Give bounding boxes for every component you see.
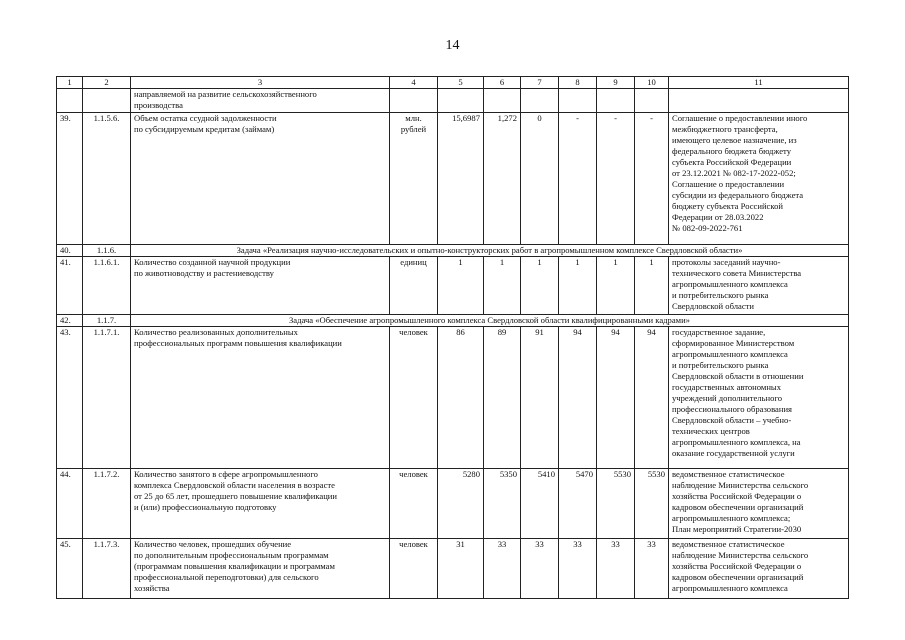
value-cell: 94 [597,327,635,469]
table-row [57,113,849,245]
indicator-name: Количество реализованных дополнительных профессиональных программ повышения квалификации [131,327,390,469]
value-cell: 33 [521,539,559,599]
header-cell: 10 [635,77,669,89]
value-cell: 1 [597,257,635,315]
value-cell: 94 [559,327,597,469]
row-number: 41. [57,257,83,315]
indicator-name: Объем остатка ссудной задолженности по субсидируемым кредитам (займам) [131,113,390,245]
source-cell: Соглашение о предоставлении иного межбюджетного трансферта, имеющего целевое назначение, из федерального бюджета бюджету субъекта Российской Федерации от 23.12.2021 № 082-17-2022-052; Соглашение о предоставлении субсидии из федерального бюджета бюджету субъекта Российской Федерации от 28.03.2022 № 082-09-2022-761 [669,113,849,245]
unit-cell: человек [390,539,438,599]
value-cell: 94 [635,327,669,469]
indicator-name: Количество человек, прошедших обучение по дополнительным профессиональным программам (программам повышения квалификации и программам профессиональной переподготовки) для сельского хозяйства [131,539,390,599]
value-cell: 0 [521,113,559,245]
value-cell: 91 [521,327,559,469]
cell [484,89,521,113]
indicators-table [56,76,849,599]
unit-cell: человек [390,469,438,539]
unit-cell: единиц [390,257,438,315]
unit-cell: млн. рублей [390,113,438,245]
page-number: 14 [445,38,460,53]
cell [390,89,438,113]
task-row [57,315,849,327]
row-number: 44. [57,469,83,539]
row-number: 40. [57,245,83,257]
table-row [57,539,849,599]
value-cell: 5280 [438,469,484,539]
header-cell: 7 [521,77,559,89]
continuation-text: направляемой на развитие сельскохозяйственного производства [131,89,390,113]
cell [635,89,669,113]
continuation-row [57,89,849,113]
value-cell: 33 [635,539,669,599]
unit-cell: человек [390,327,438,469]
indicator-name: Количество созданной научной продукции по животноводству и растениеводству [131,257,390,315]
header-cell: 11 [669,77,849,89]
value-cell: 5530 [635,469,669,539]
value-cell: 5410 [521,469,559,539]
value-cell: 86 [438,327,484,469]
header-cell: 1 [57,77,83,89]
value-cell: 1 [521,257,559,315]
task-title: Задача «Обеспечение агропромышленного комплекса Свердловской области квалифицированными кадрами» [131,315,849,327]
indicator-name: Количество занятого в сфере агропромышленного комплекса Свердловской области населения в возрасте от 25 до 65 лет, прошедшего повышение квалификации и (или) профессиональную подготовку [131,469,390,539]
row-code: 1.1.6.1. [83,257,131,315]
value-cell: 33 [559,539,597,599]
header-cell: 3 [131,77,390,89]
row-code: 1.1.7.3. [83,539,131,599]
row-number: 43. [57,327,83,469]
header-cell: 2 [83,77,131,89]
row-number: 42. [57,315,83,327]
source-cell: ведомственное статистическое наблюдение Министерства сельского хозяйства Российской Федерации о кадровом обеспечении организаций агропромышленного комплекса [669,539,849,599]
header-cell: 4 [390,77,438,89]
header-cell: 9 [597,77,635,89]
value-cell: 1,272 [484,113,521,245]
value-cell: 5470 [559,469,597,539]
value-cell: 1 [484,257,521,315]
header-cell: 8 [559,77,597,89]
row-number: 45. [57,539,83,599]
value-cell: - [635,113,669,245]
row-number: 39. [57,113,83,245]
cell [559,89,597,113]
source-cell: ведомственное статистическое наблюдение Министерства сельского хозяйства Российской Федерации о кадровом обеспечении организаций агропромышленного комплекса; План мероприятий Стратегии-2030 [669,469,849,539]
cell [438,89,484,113]
cell [83,89,131,113]
row-code: 1.1.5.6. [83,113,131,245]
value-cell: 15,6987 [438,113,484,245]
header-cell: 5 [438,77,484,89]
table-row [57,469,849,539]
value-cell: 5530 [597,469,635,539]
value-cell: 33 [484,539,521,599]
header-row [57,77,849,89]
value-cell: - [597,113,635,245]
row-code: 1.1.6. [83,245,131,257]
value-cell: 1 [635,257,669,315]
source-cell: государственное задание, сформированное Министерством агропромышленного комплекса и потребительского рынка Свердловской области в отношении государственных автономных учреждений дополнительного профессионального образования Свердловской области – учебно- технических центров агропромышленного комплекса, на оказание государственной услуги [669,327,849,469]
table-row [57,257,849,315]
value-cell: 1 [559,257,597,315]
value-cell: 33 [597,539,635,599]
value-cell: 1 [438,257,484,315]
table-row [57,327,849,469]
source-cell: протоколы заседаний научно- технического совета Министерства агропромышленного комплекса и потребительского рынка Свердловской области [669,257,849,315]
cell [597,89,635,113]
value-cell: - [559,113,597,245]
value-cell: 31 [438,539,484,599]
task-row [57,245,849,257]
cell [521,89,559,113]
value-cell: 89 [484,327,521,469]
cell [669,89,849,113]
row-code: 1.1.7. [83,315,131,327]
value-cell: 5350 [484,469,521,539]
cell [57,89,83,113]
row-code: 1.1.7.1. [83,327,131,469]
task-title: Задача «Реализация научно-исследовательских и опытно-конструкторских работ в агропромышленном комплексе Свердловской области» [131,245,849,257]
header-cell: 6 [484,77,521,89]
row-code: 1.1.7.2. [83,469,131,539]
